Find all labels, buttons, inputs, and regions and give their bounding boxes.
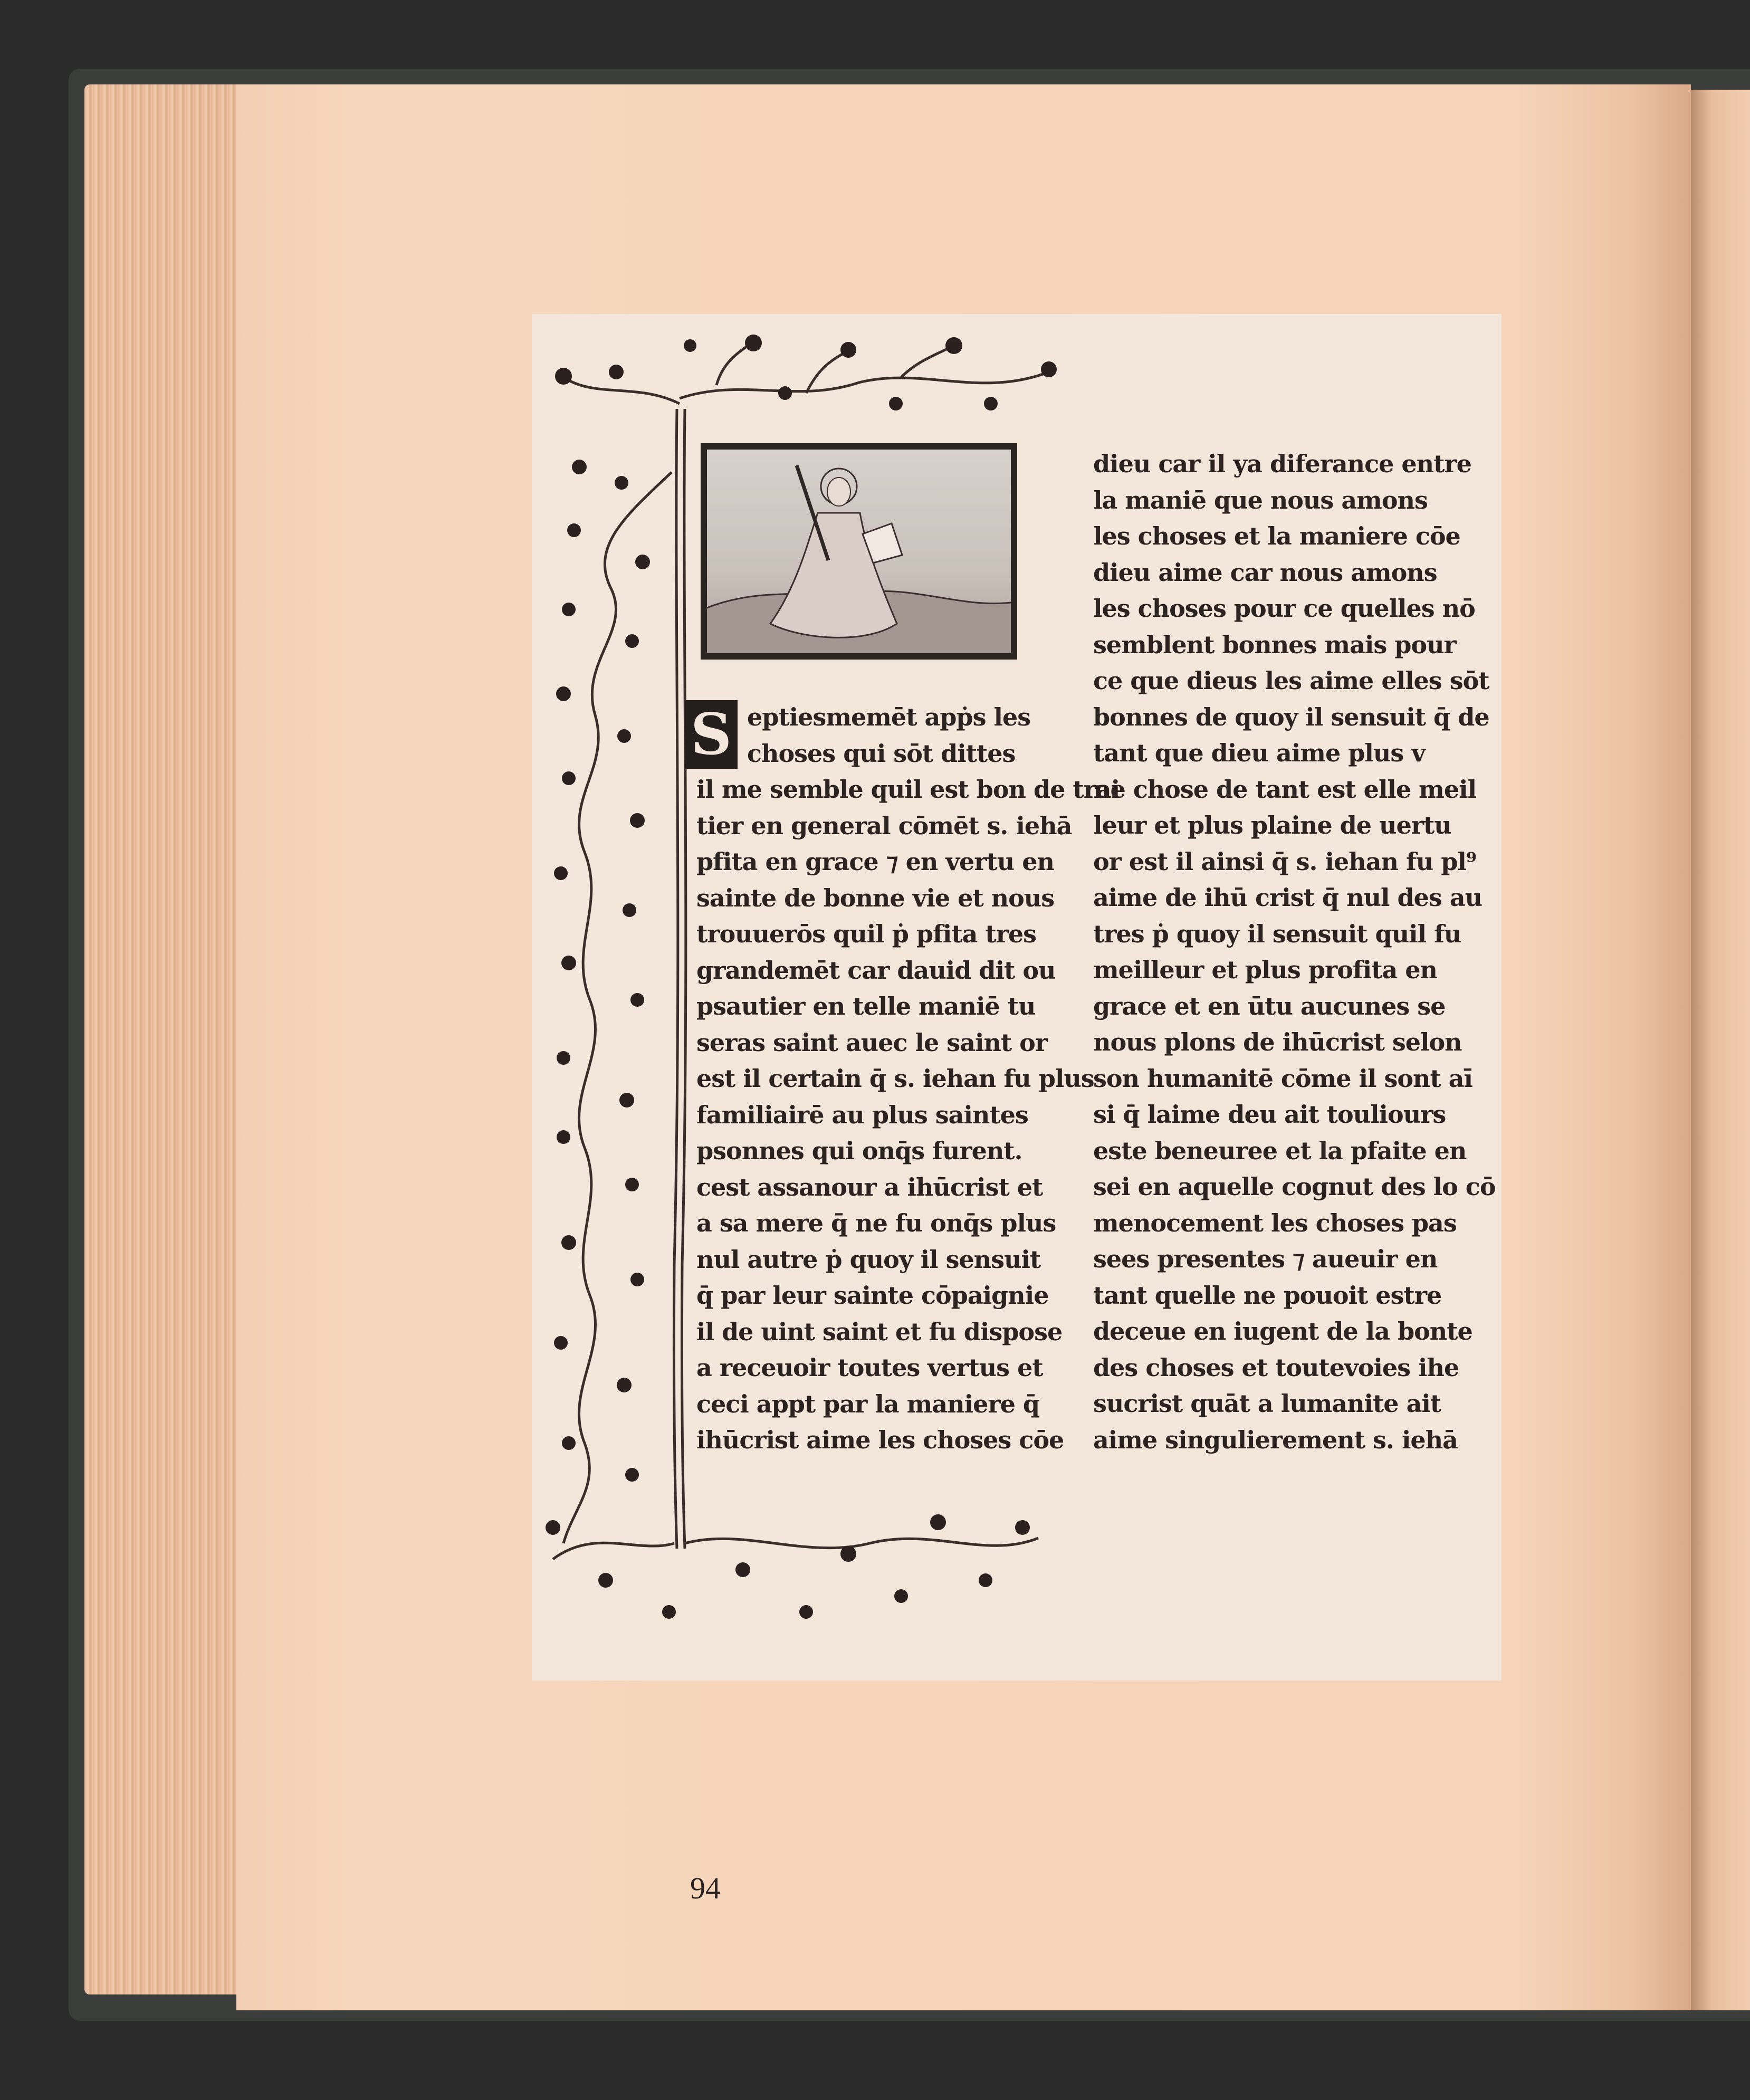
text-line: a receuoir toutes vertus et [696, 1353, 1043, 1382]
text-line: ihūcrist aime les choses cōe [696, 1426, 1064, 1454]
text-line: des choses et toutevoies ihe [1093, 1353, 1459, 1382]
text-line: tant quelle ne pouoit estre [1093, 1281, 1442, 1310]
text-line: les choses et la maniere cōe [1093, 522, 1460, 550]
text-line: sainte de bonne vie et nous [696, 883, 1055, 912]
text-line: dieu aime car nous amons [1093, 558, 1437, 587]
miniature-illustration [701, 443, 1017, 660]
text-line: ceci appt par la maniere q̄ [696, 1389, 1040, 1418]
text-line: ce que dieus les aime elles sōt [1093, 666, 1489, 695]
text-line: or est il ainsi q̄ s. iehan fu pl⁹ [1093, 847, 1477, 876]
text-line: nous plons de ihūcrist selon [1093, 1028, 1462, 1056]
text-line: tres ṗ quoy il sensuit quil fu [1093, 919, 1461, 948]
text-line: il me semble quil est bon de trai [696, 775, 1120, 804]
text-line: meilleur et plus profita en [1093, 956, 1437, 984]
text-line: psonnes qui onq̄s furent. [696, 1137, 1022, 1165]
text-line: deceue en iugent de la bonte [1093, 1317, 1472, 1345]
text-line: q̄ par leur sainte cōpaignie [696, 1281, 1049, 1310]
text-line: trouuerōs quil ṗ pfita tres [696, 920, 1037, 948]
text-line: seras saint auec le saint or [696, 1028, 1048, 1057]
text-line: grace et en ūtu aucunes se [1093, 991, 1446, 1020]
text-line: ne chose de tant est elle meil [1093, 775, 1477, 804]
text-line: psautier en telle maniē tu [696, 992, 1036, 1020]
saint-figure-drawing [707, 450, 1011, 653]
text-line: son humanitē cōme il sont aī [1093, 1064, 1473, 1093]
text-line: menocement les choses pas [1093, 1208, 1457, 1237]
text-line: est il certain q̄ s. iehan fu plus [696, 1064, 1094, 1093]
text-line: sucrist quāt a lumanite ait [1093, 1389, 1441, 1418]
text-line: sees presentes ⁊ aueuir en [1093, 1245, 1438, 1273]
page-edges [84, 84, 237, 1994]
text-line: tier en general cōmēt s. iehā [696, 811, 1072, 840]
text-line: eptiesmemēt apṗs les [747, 703, 1031, 731]
page-number: 94 [690, 1871, 721, 1905]
text-line: tant que dieu aime plus v [1093, 739, 1425, 767]
text-line: a sa mere q̄ ne fu onq̄s plus [696, 1209, 1056, 1237]
text-line: choses qui sōt dittes [747, 739, 1016, 768]
text-line: semblent bonnes mais pour [1093, 630, 1456, 659]
manuscript-plate [532, 314, 1502, 1681]
text-line: il de uint saint et fu dispose [696, 1317, 1063, 1346]
text-line: si q̄ laime deu ait touliours [1093, 1100, 1446, 1129]
decorated-initial: S [685, 700, 738, 769]
text-line: cest assanour a ihūcrist et [696, 1172, 1043, 1201]
text-line: leur et plus plaine de uertu [1093, 811, 1451, 839]
text-line: aime de ihū crist q̄ nul des au [1093, 883, 1483, 912]
text-line: pfita en grace ⁊ en vertu en [696, 847, 1054, 876]
text-line: les choses pour ce quelles nō [1093, 594, 1475, 623]
text-line: dieu car il ya diferance entre [1093, 450, 1471, 478]
text-line: familiairē au plus saintes [696, 1100, 1028, 1129]
right-text-column [1093, 446, 1496, 1458]
text-line: la maniē que nous amons [1093, 485, 1428, 514]
text-line: nul autre ṗ quoy il sensuit [696, 1245, 1041, 1274]
text-line: grandemēt car dauid dit ou [696, 956, 1056, 985]
text-line: este beneuree et la pfaite en [1093, 1136, 1467, 1165]
facing-page-edge [1691, 90, 1750, 2010]
text-line: aime singulierement s. iehā [1093, 1425, 1458, 1454]
saint-john-miniature [707, 450, 1011, 653]
text-line: sei en aquelle cognut des lo cō [1093, 1172, 1496, 1201]
left-text-column [696, 699, 1120, 1458]
text-line: bonnes de quoy il sensuit q̄ de [1093, 702, 1489, 731]
